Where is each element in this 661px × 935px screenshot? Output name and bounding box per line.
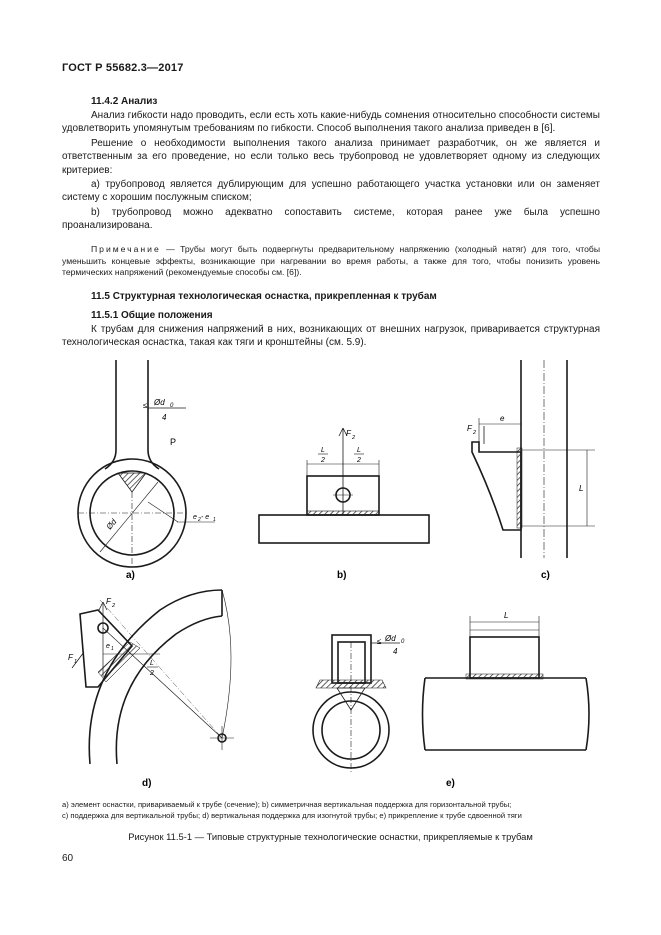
paragraph: Решение о необходимости выполнения такого анализа принимает разработчик, он же является и ответственным за его проведение, но если только весь трубопровод не удовлетворяет одному из следующих критериев: [62, 137, 600, 176]
figure-c-vertical-pipe-support [472, 360, 595, 558]
fig-d-e1-sub: 1 [111, 646, 114, 652]
fig-a-d0-sub: 0 [170, 403, 174, 409]
fig-a-minus-e: - e [201, 514, 210, 521]
fig-c-f2: F [467, 424, 472, 433]
fig-b-l-num-right: L [357, 447, 361, 454]
fig-b-f2-sub: 2 [352, 435, 356, 441]
fig-b-l-den-left: 2 [321, 457, 325, 464]
fig-a-d0: Ød [154, 398, 165, 407]
legend-line: c) поддержка для вертикальной трубы; d) вертикальная поддержка для изогнутой трубы; e) прикрепление к трубе сдвоенной тяги [62, 811, 522, 821]
fig-e-le: ≤ [377, 637, 382, 646]
fig-d-l-den: 2 [150, 670, 154, 677]
legend-line: a) элемент оснастки, привариваемый к трубе (сечение); b) симметричная вертикальная поддержка для горизонтальной трубы; [62, 800, 512, 809]
section-11-4-2-body [62, 109, 600, 233]
fig-a-p: P [170, 437, 177, 447]
fig-a-four: 4 [162, 413, 167, 422]
section-heading-11-5: 11.5 Структурная технологическая оснастка, прикрепленная к трубам [91, 291, 437, 302]
fig-label-e: e) [446, 778, 455, 789]
figure-a-attachment-section [78, 360, 215, 567]
fig-e-l: L [504, 611, 509, 620]
fig-b-l-den-right: 2 [357, 457, 361, 464]
fig-d-f1-sub: 1 [74, 659, 78, 665]
fig-a-e2: e [193, 514, 197, 521]
fig-e-four: 4 [393, 647, 398, 656]
fig-a-e1-sub: 1 [213, 517, 216, 523]
paragraph: К трубам для снижения напряжений в них, возникающих от внешних нагрузок, приваривается структурная технологическая оснастка, такая как тяги и кронштейны (см. 5.9). [62, 324, 600, 349]
figure-b-horizontal-support [259, 428, 429, 543]
page-number: 60 [62, 853, 74, 864]
paragraph: Анализ гибкости надо проводить, если есть хоть какие-нибудь сомнения относительно способности системы удовлетворить упомянутым требованиям по гибкости. Способ выполнения такого анализа приведен в [6]. [62, 110, 600, 135]
list-item-a: a) трубопровод является дублирующим для успешно работающего участка установки или он заменяет систему с хорошим послужным списком; [62, 179, 600, 204]
fig-d-e1: e [106, 643, 110, 650]
list-item-b: b) трубопровод можно адекватно сопоставить системе, которая ранее уже была успешно проанализирована. [62, 206, 600, 232]
fig-c-e: e [500, 414, 505, 423]
fig-d-l-num: L [150, 660, 154, 667]
fig-a-e2-sub: 2 [198, 517, 201, 523]
fig-label-d: d) [142, 778, 152, 789]
fig-e-d0-sub: 0 [401, 639, 405, 645]
fig-c-l: L [579, 484, 584, 493]
fig-b-f2: F [346, 429, 351, 438]
document-header: ГОСТ Р 55682.3—2017 [62, 62, 184, 74]
fig-label-b: b) [337, 570, 347, 581]
fig-e-d0: Ød [385, 634, 396, 643]
section-heading-11-5-1: 11.5.1 Общие положения [91, 310, 213, 321]
fig-d-f1: F [68, 653, 73, 662]
figure-e-double-rod-section [313, 635, 400, 772]
fig-b-l-num-left: L [321, 447, 325, 454]
fig-label-a: a) [126, 570, 135, 581]
technical-figure [0, 352, 661, 792]
section-11-5-1-body [62, 323, 600, 350]
fig-d-f2-sub: 2 [112, 603, 116, 609]
note-text: — Трубы могут быть подвергнуты предварительному напряжению (холодный натяг) для того, чтобы уменьшить концевые эффекты, возникающие при нагревании во время работы, а также для того, чтобы понизить уровень термических напряжений (рекомендуемые способы см. [6]). [62, 244, 600, 278]
figure-d-bent-pipe-support [72, 590, 234, 764]
section-heading-11-4-2: 11.4.2 Анализ [91, 96, 158, 107]
fig-a-le: ≤ [143, 401, 148, 410]
fig-a-d0-inner: Ød [104, 517, 119, 532]
figure-legend [62, 799, 600, 821]
note [62, 244, 600, 279]
note-label: Примечание [91, 244, 161, 254]
fig-c-f2-sub: 2 [473, 430, 477, 436]
figure-caption: Рисунок 11.5-1 — Типовые структурные технологические оснастки, прикрепляемые к трубам [128, 831, 533, 842]
fig-d-f2: F [106, 597, 111, 606]
figure-e-double-rod-side [423, 616, 590, 750]
fig-label-c: c) [541, 570, 550, 581]
